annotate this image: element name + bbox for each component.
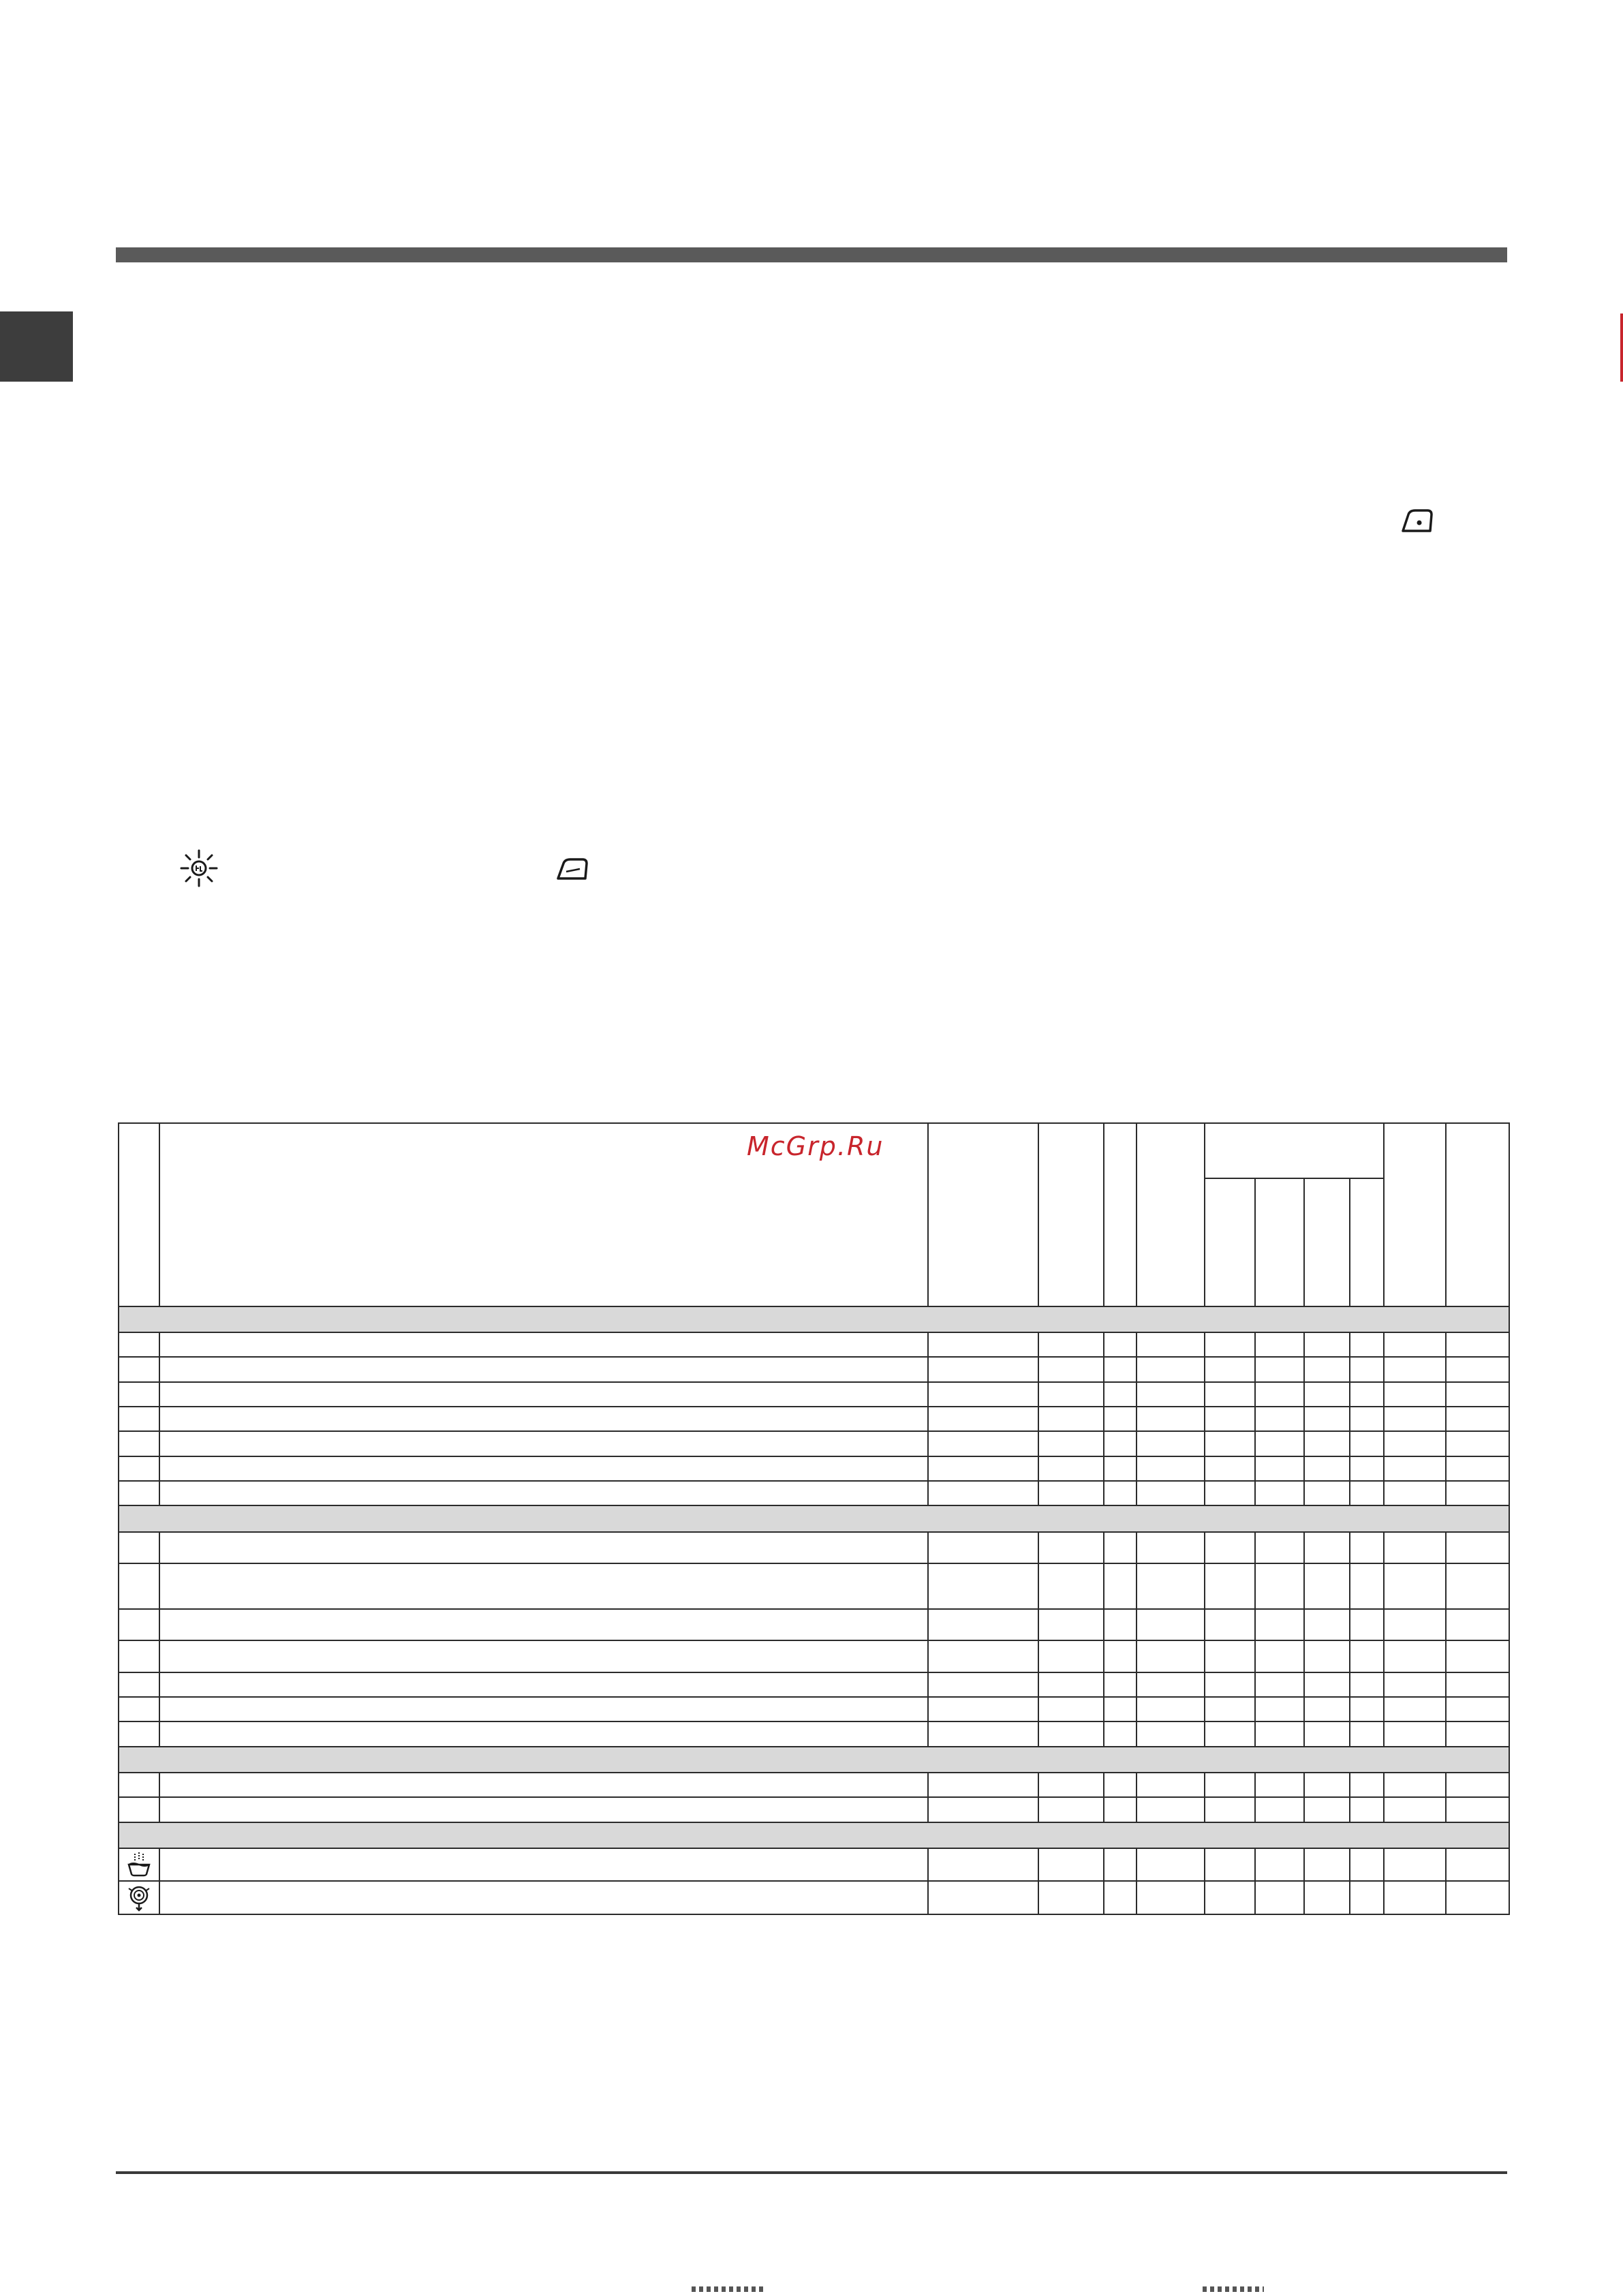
spin-drain-icon	[126, 1884, 152, 1912]
section-row	[119, 1306, 1509, 1332]
header-cell	[1255, 1178, 1304, 1306]
table-row	[119, 1773, 1509, 1797]
header-cell	[1205, 1178, 1255, 1306]
table-row	[119, 1456, 1509, 1481]
watermark: McGrp.Ru	[747, 1131, 884, 1161]
footer-mark	[1203, 2286, 1264, 2292]
table-row	[119, 1881, 1509, 1914]
table-row	[119, 1609, 1509, 1640]
sun-sensor-icon	[180, 849, 218, 887]
table-row	[119, 1357, 1509, 1381]
table-row	[119, 1532, 1509, 1563]
table-row	[119, 1672, 1509, 1697]
table-row	[119, 1640, 1509, 1672]
header-group-cell	[1205, 1123, 1384, 1178]
table-row	[119, 1797, 1509, 1822]
table-row	[119, 1407, 1509, 1431]
iron-icon	[554, 857, 589, 883]
table-row	[119, 1332, 1509, 1357]
section-row	[119, 1747, 1509, 1773]
header-cell	[1104, 1123, 1137, 1306]
header-cell	[928, 1123, 1038, 1306]
header-cell	[1304, 1178, 1349, 1306]
table-row	[119, 1721, 1509, 1746]
table-header-row	[119, 1123, 1509, 1178]
header-cell	[1137, 1123, 1205, 1306]
table-row	[119, 1431, 1509, 1456]
language-tab	[0, 311, 73, 382]
header-cell	[159, 1123, 928, 1306]
table-row	[119, 1481, 1509, 1505]
section-row	[119, 1505, 1509, 1531]
rinse-icon	[126, 1851, 152, 1878]
table-row	[119, 1848, 1509, 1881]
table-row	[119, 1382, 1509, 1407]
table-row	[119, 1697, 1509, 1721]
header-cell	[1446, 1123, 1509, 1306]
footer-mark	[692, 2286, 767, 2292]
programs-table	[118, 1122, 1510, 1915]
iron-icon	[1399, 508, 1434, 535]
header-cell	[1384, 1123, 1446, 1306]
section-row	[119, 1822, 1509, 1848]
footer-rule	[116, 2171, 1507, 2174]
header-cell	[119, 1123, 159, 1306]
table-row	[119, 1563, 1509, 1609]
header-rule	[116, 247, 1507, 262]
header-cell	[1350, 1178, 1384, 1306]
header-cell	[1038, 1123, 1104, 1306]
edge-marker	[1620, 313, 1623, 382]
